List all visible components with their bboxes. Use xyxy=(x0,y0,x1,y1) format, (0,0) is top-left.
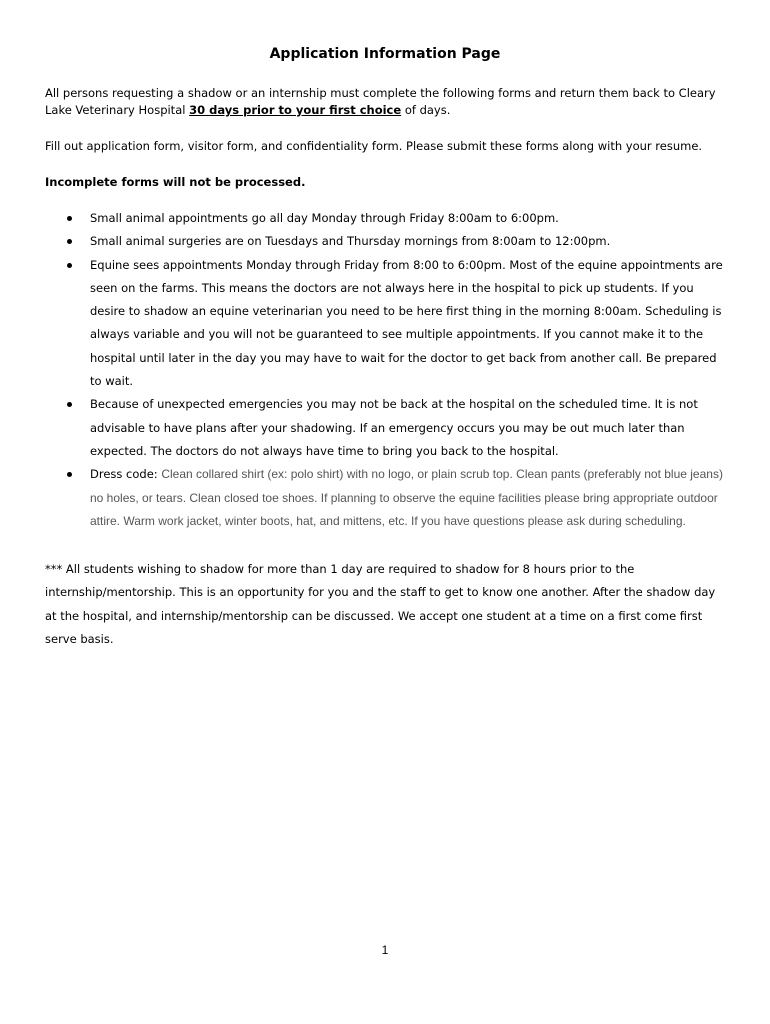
bullet-dot-icon xyxy=(67,239,72,244)
bullet-dot-icon xyxy=(67,216,72,221)
dress-code-text: Clean collared shirt (ex: polo shirt) with no logo, or plain scrub top. Clean pants (preferably not blue jeans) no holes, or tears. Clean closed toe shoes. If planning to observe the equine facilities please bring appropriate outdoor attire. Warm work jacket, winter boots, hat, and mittens, etc. If you have questions please ask during scheduling. xyxy=(90,467,723,528)
bullet-dot-icon xyxy=(67,472,72,477)
page-number: 1 xyxy=(381,943,389,957)
info-bullet-list xyxy=(45,207,725,533)
bullet-dot-icon xyxy=(67,402,72,407)
bullet-text: Small animal appointments go all day Monday through Friday 8:00am to 6:00pm. xyxy=(90,211,559,225)
intro-text: All persons requesting a shadow or an internship must complete the following forms and return them back to Cleary Lake Veterinary Hospital xyxy=(45,86,716,117)
bullet-dot-icon xyxy=(67,263,72,268)
intro-paragraph xyxy=(45,85,725,119)
bullet-text: Small animal surgeries are on Tuesdays and Thursday mornings from 8:00am to 12:00pm. xyxy=(90,234,611,249)
intro-text-end: of days. xyxy=(401,103,451,117)
page-title: Application Information Page xyxy=(269,46,501,62)
bullet-text: Because of unexpected emergencies you may not be back at the hospital on the scheduled time. It is not advisable to have plans after your shadowing. If an emergency occurs you may be out much later than expected. The doctors do not always have time to bring you back to the hospital. xyxy=(90,397,698,458)
shadow-note-paragraph: *** All students wishing to shadow for more than 1 day are required to shadow for 8 hours prior to the internship/mentorship. This is an opportunity for you and the staff to get to know one another. After the shadow day at the hospital, and internship/mentorship can be discussed. We accept one student at a time on a first come first serve basis. xyxy=(45,562,716,646)
deadline-emphasis: 30 days prior to your first choice xyxy=(189,103,402,117)
instructions-paragraph: Fill out application form, visitor form, and confidentiality form. Please submit these forms along with your resume. xyxy=(45,139,703,153)
warning-text: Incomplete forms will not be processed. xyxy=(45,175,306,189)
bullet-item xyxy=(45,230,725,253)
bullet-item xyxy=(45,254,725,394)
bullet-item xyxy=(45,393,725,463)
bullet-item-dress-code xyxy=(45,463,725,533)
bullet-item xyxy=(45,207,725,230)
bullet-text: Equine sees appointments Monday through Friday from 8:00 to 6:00pm. Most of the equine appointments are seen on the farms. This means the doctors are not always here in the hospital to pick up students. If you desire to shadow an equine veterinarian you need to be here first thing in the morning 8:00am. Scheduling is always variable and you will not be guaranteed to see multiple appointments. If you cannot make it to the hospital until later in the day you may have to wait for the doctor to get back from another call. Be prepared to wait. xyxy=(90,257,723,389)
dress-code-label: Dress code: xyxy=(90,467,162,482)
